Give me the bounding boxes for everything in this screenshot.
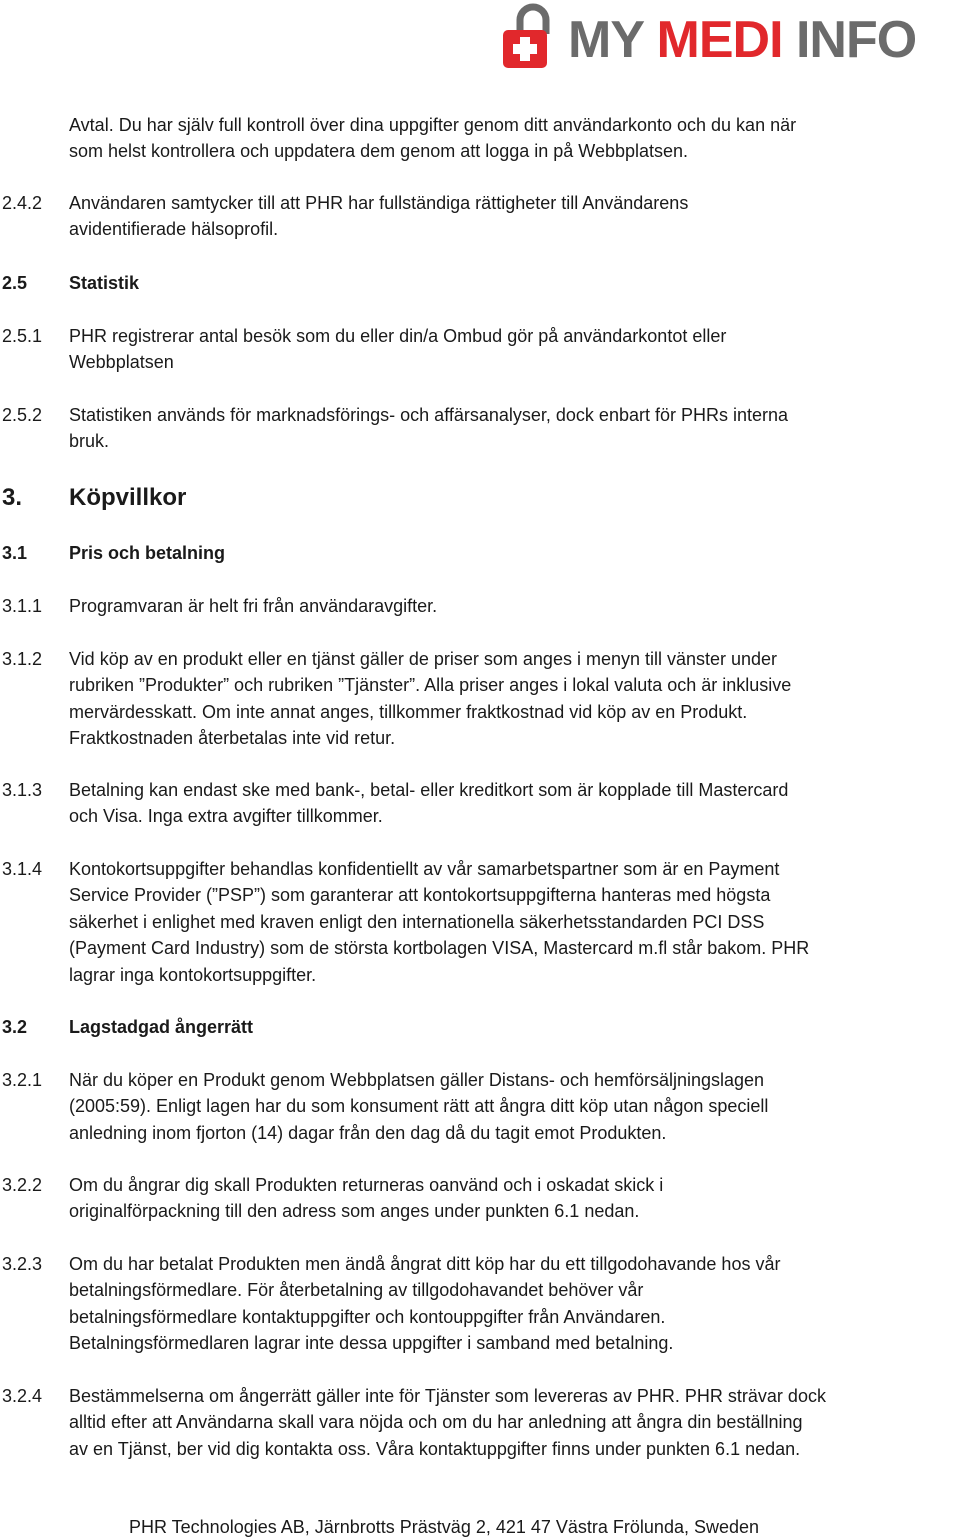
clause-number: 2.4.2 (2, 193, 43, 213)
clause-number: 3.2.3 (2, 1254, 43, 1274)
page-footer (0, 1515, 960, 1539)
heading-text: Lagstadgad ångerrätt (69, 1017, 254, 1037)
footer-address: PHR Technologies AB, Järnbrotts Prästväg 2, 421 47 Västra Frölunda, Sweden (128, 1517, 760, 1537)
clause-text: Användaren samtycker till att PHR har fullständiga rättigheter till Användarens avidentifierade hälsoprofil. (69, 193, 689, 240)
clause-number: 3.2.1 (2, 1070, 43, 1090)
clause-text: Programvaran är helt fri från användaravgifter. (69, 596, 438, 616)
clause-text: Vid köp av en produkt eller en tjänst gäller de priser som anges i menyn till vänster under rubriken ”Produkter” och rubriken ”Tjänster”. Alla priser anges i lokal valuta och är inklusive mervärdesskatt. Om inte annat anges, tillkommer fraktkostnad vid köp av en Produkt. Fraktkostnaden återbetalas inte vid retur. (69, 649, 792, 749)
logo-my: MY (568, 11, 644, 69)
logo-medi: MEDI (656, 11, 783, 69)
clause-number: 3.1.1 (2, 596, 43, 616)
clause-number: 2.5.1 (2, 326, 43, 346)
clause-number: 3.2.2 (2, 1175, 43, 1195)
clause-number: 3.1.4 (2, 859, 43, 879)
clause-text: Kontokortsuppgifter behandlas konfidentiellt av vår samarbetspartner som är en Payment Service Provider (”PSP”) som garanterar att kontokortsuppgifterna hanteras med högsta säkerhet i enlighet med kraven enligt den internationella säkerhetsstandarden PCI DSS (Payment Card Industry) som de största kortbolagen VISA, Mastercard m.fl står bakom. PHR lagrar inga kontokortsuppgifter. (69, 859, 810, 985)
lock-plus-icon (500, 0, 570, 75)
clause-text: Statistiken används för marknadsförings- och affärsanalyser, dock enbart för PHRs interna bruk. (69, 405, 789, 452)
clause-text: Om du har betalat Produkten men ändå ångrat ditt köp har du ett tillgodohavande hos vår betalningsförmedlare. För återbetalning av tillgodohavandet behöver vår betalningsförmedlare kontaktuppgifter och kontouppgifter från Användaren. Betalningsförmedlaren lagrar inte dessa uppgifter i samband med betalning. (69, 1254, 781, 1354)
clause-text: Betalning kan endast ske med bank-, betal- eller kreditkort som är kopplade till Mastercard och Visa. Inga extra avgifter tillkommer. (69, 780, 789, 827)
logo-info: INFO (795, 11, 917, 69)
clause-text: Om du ångrar dig skall Produkten returneras oanvänd och i oskadat skick i originalförpackning till den adress som anges under punkten 6.1 nedan. (69, 1175, 664, 1222)
clause-text: När du köper en Produkt genom Webbplatsen gäller Distans- och hemförsäljningslagen (2005:59). Enligt lagen har du som konsument rätt att ångra ditt köp utan någon speciell anledning inom fjorton (14) dagar från den dag då du tagit emot Produkten. (69, 1070, 769, 1143)
clause-text: Bestämmelserna om ångerrätt gäller inte för Tjänster som levereras av PHR. PHR strävar dock alltid efter att Användarna skall vara nöjda och om du har anledning att ångra din beställning av en Tjänst, ber vid dig kontakta oss. Våra kontaktuppgifter finns under punkten 6.1 nedan. (69, 1386, 826, 1459)
heading-number: 2.5 (2, 273, 28, 293)
heading-text: Pris och betalning (69, 543, 226, 563)
heading-number: 3. (2, 484, 23, 511)
clause-number: 2.5.2 (2, 405, 43, 425)
heading-number: 3.2 (2, 1017, 28, 1037)
clause-number: 3.1.3 (2, 780, 43, 800)
paragraph-text: Avtal. Du har själv full kontroll över dina uppgifter genom ditt användarkonto och du kan när som helst kontrollera och uppdatera dem genom att logga in på Webbplatsen. (69, 115, 797, 162)
heading-text: Statistik (69, 273, 140, 293)
clause-text: PHR registrerar antal besök som du eller din/a Ombud gör på användarkontot eller Webbplatsen (69, 326, 727, 373)
heading-number: 3.1 (2, 543, 28, 563)
heading-text: Köpvillkor (69, 484, 187, 511)
clause-number: 3.1.2 (2, 649, 43, 669)
brand-logo (500, 0, 960, 75)
logo-wordmark (568, 11, 917, 69)
clause-number: 3.2.4 (2, 1386, 43, 1406)
